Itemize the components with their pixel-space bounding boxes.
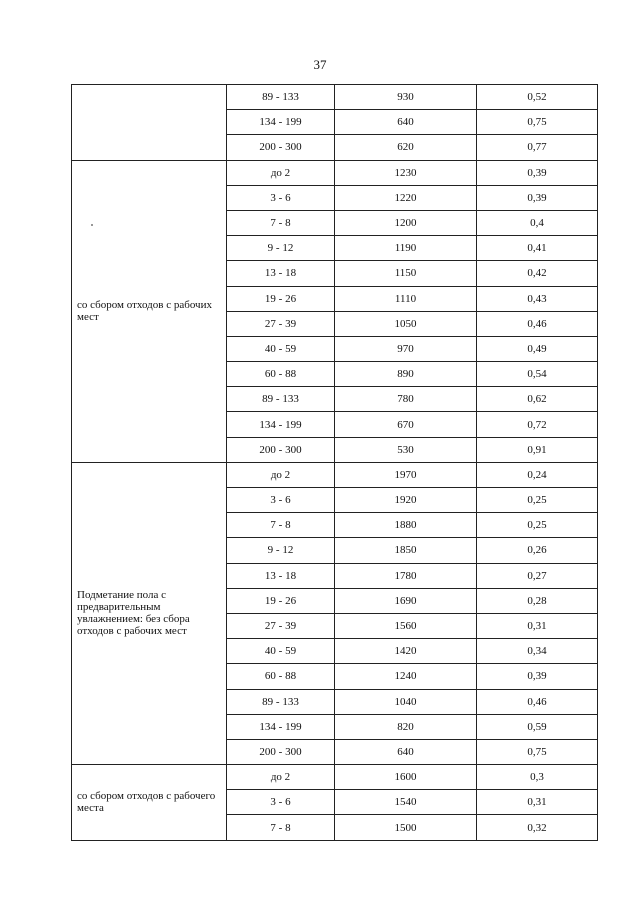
time-coefficient-cell: 0,62 — [477, 387, 598, 412]
floor-area-range-cell: 40 - 59 — [227, 639, 335, 664]
time-coefficient-cell: 0,24 — [477, 462, 598, 487]
floor-area-range-cell: до 2 — [227, 160, 335, 185]
norm-value-cell: 1230 — [335, 160, 477, 185]
floor-area-range-cell: до 2 — [227, 462, 335, 487]
time-coefficient-cell: 0,31 — [477, 790, 598, 815]
time-coefficient-cell: 0,75 — [477, 110, 598, 135]
floor-area-range-cell: 19 - 26 — [227, 286, 335, 311]
norm-value-cell: 820 — [335, 714, 477, 739]
floor-area-range-cell: 60 - 88 — [227, 664, 335, 689]
floor-area-range-cell: 7 - 8 — [227, 513, 335, 538]
time-coefficient-cell: 0,25 — [477, 488, 598, 513]
floor-area-range-cell: 19 - 26 — [227, 588, 335, 613]
floor-area-range-cell: 60 - 88 — [227, 362, 335, 387]
time-coefficient-cell: 0,46 — [477, 689, 598, 714]
time-coefficient-cell: 0,77 — [477, 135, 598, 160]
norm-value-cell: 1560 — [335, 613, 477, 638]
floor-area-range-cell: до 2 — [227, 765, 335, 790]
time-coefficient-cell: 0,49 — [477, 336, 598, 361]
norm-value-cell: 1040 — [335, 689, 477, 714]
floor-area-range-cell: 200 - 300 — [227, 739, 335, 764]
time-coefficient-cell: 0,52 — [477, 85, 598, 110]
time-coefficient-cell: 0,39 — [477, 160, 598, 185]
time-coefficient-cell: 0,25 — [477, 513, 598, 538]
norm-value-cell: 1540 — [335, 790, 477, 815]
norm-value-cell: 530 — [335, 437, 477, 462]
floor-area-range-cell: 9 - 12 — [227, 236, 335, 261]
time-coefficient-cell: 0,28 — [477, 588, 598, 613]
time-coefficient-cell: 0,91 — [477, 437, 598, 462]
work-type-cell: со сбором отходов с рабочего места — [72, 765, 227, 841]
floor-area-range-cell: 27 - 39 — [227, 613, 335, 638]
time-coefficient-cell: 0,39 — [477, 664, 598, 689]
floor-area-range-cell: 40 - 59 — [227, 336, 335, 361]
floor-area-range-cell: 200 - 300 — [227, 437, 335, 462]
time-coefficient-cell: 0,59 — [477, 714, 598, 739]
norm-value-cell: 1110 — [335, 286, 477, 311]
time-coefficient-cell: 0,34 — [477, 639, 598, 664]
norm-value-cell: 1500 — [335, 815, 477, 840]
time-coefficient-cell: 0,32 — [477, 815, 598, 840]
norm-value-cell: 1220 — [335, 185, 477, 210]
norm-value-cell: 1190 — [335, 236, 477, 261]
norms-table-body — [72, 85, 598, 841]
table-row — [72, 765, 598, 790]
floor-area-range-cell: 200 - 300 — [227, 135, 335, 160]
time-coefficient-cell: 0,41 — [477, 236, 598, 261]
norm-value-cell: 640 — [335, 739, 477, 764]
time-coefficient-cell: 0,54 — [477, 362, 598, 387]
time-coefficient-cell: 0,43 — [477, 286, 598, 311]
floor-area-range-cell: 134 - 199 — [227, 714, 335, 739]
floor-area-range-cell: 7 - 8 — [227, 210, 335, 235]
floor-area-range-cell: 27 - 39 — [227, 311, 335, 336]
floor-area-range-cell: 3 - 6 — [227, 488, 335, 513]
floor-area-range-cell: 89 - 133 — [227, 689, 335, 714]
time-coefficient-cell: 0,72 — [477, 412, 598, 437]
table-row — [72, 462, 598, 487]
norm-value-cell: 1920 — [335, 488, 477, 513]
norm-value-cell: 1850 — [335, 538, 477, 563]
time-coefficient-cell: 0,39 — [477, 185, 598, 210]
norm-value-cell: 1880 — [335, 513, 477, 538]
norm-value-cell: 1970 — [335, 462, 477, 487]
time-coefficient-cell: 0,3 — [477, 765, 598, 790]
work-type-cell — [72, 85, 227, 161]
norm-value-cell: 930 — [335, 85, 477, 110]
floor-area-range-cell: 9 - 12 — [227, 538, 335, 563]
floor-area-range-cell: 134 - 199 — [227, 110, 335, 135]
norm-value-cell: 1420 — [335, 639, 477, 664]
time-coefficient-cell: 0,27 — [477, 563, 598, 588]
norm-value-cell: 1780 — [335, 563, 477, 588]
norm-value-cell: 1240 — [335, 664, 477, 689]
time-coefficient-cell: 0,46 — [477, 311, 598, 336]
norm-value-cell: 780 — [335, 387, 477, 412]
floor-area-range-cell: 13 - 18 — [227, 563, 335, 588]
norm-value-cell: 1690 — [335, 588, 477, 613]
time-coefficient-cell: 0,26 — [477, 538, 598, 563]
floor-area-range-cell: 13 - 18 — [227, 261, 335, 286]
norm-value-cell: 1600 — [335, 765, 477, 790]
norm-value-cell: 970 — [335, 336, 477, 361]
norm-value-cell: 1050 — [335, 311, 477, 336]
table-row — [72, 160, 598, 185]
time-coefficient-cell: 0,75 — [477, 739, 598, 764]
norm-value-cell: 670 — [335, 412, 477, 437]
table-row — [72, 85, 598, 110]
floor-area-range-cell: 3 - 6 — [227, 185, 335, 210]
floor-area-range-cell: 7 - 8 — [227, 815, 335, 840]
floor-area-range-cell: 89 - 133 — [227, 85, 335, 110]
norm-value-cell: 620 — [335, 135, 477, 160]
floor-area-range-cell: 134 - 199 — [227, 412, 335, 437]
time-coefficient-cell: 0,42 — [477, 261, 598, 286]
work-type-cell: Подметание пола с предварительным увлажнением: без сбора отходов с рабочих мест — [72, 462, 227, 764]
time-coefficient-cell: 0,4 — [477, 210, 598, 235]
scan-speck — [91, 224, 93, 226]
norm-value-cell: 1150 — [335, 261, 477, 286]
norm-value-cell: 890 — [335, 362, 477, 387]
norm-value-cell: 1200 — [335, 210, 477, 235]
floor-area-range-cell: 3 - 6 — [227, 790, 335, 815]
norms-table — [71, 84, 598, 841]
work-type-cell: со сбором отходов с рабочих мест — [72, 160, 227, 462]
floor-area-range-cell: 89 - 133 — [227, 387, 335, 412]
page-number: 37 — [313, 57, 327, 72]
norm-value-cell: 640 — [335, 110, 477, 135]
time-coefficient-cell: 0,31 — [477, 613, 598, 638]
